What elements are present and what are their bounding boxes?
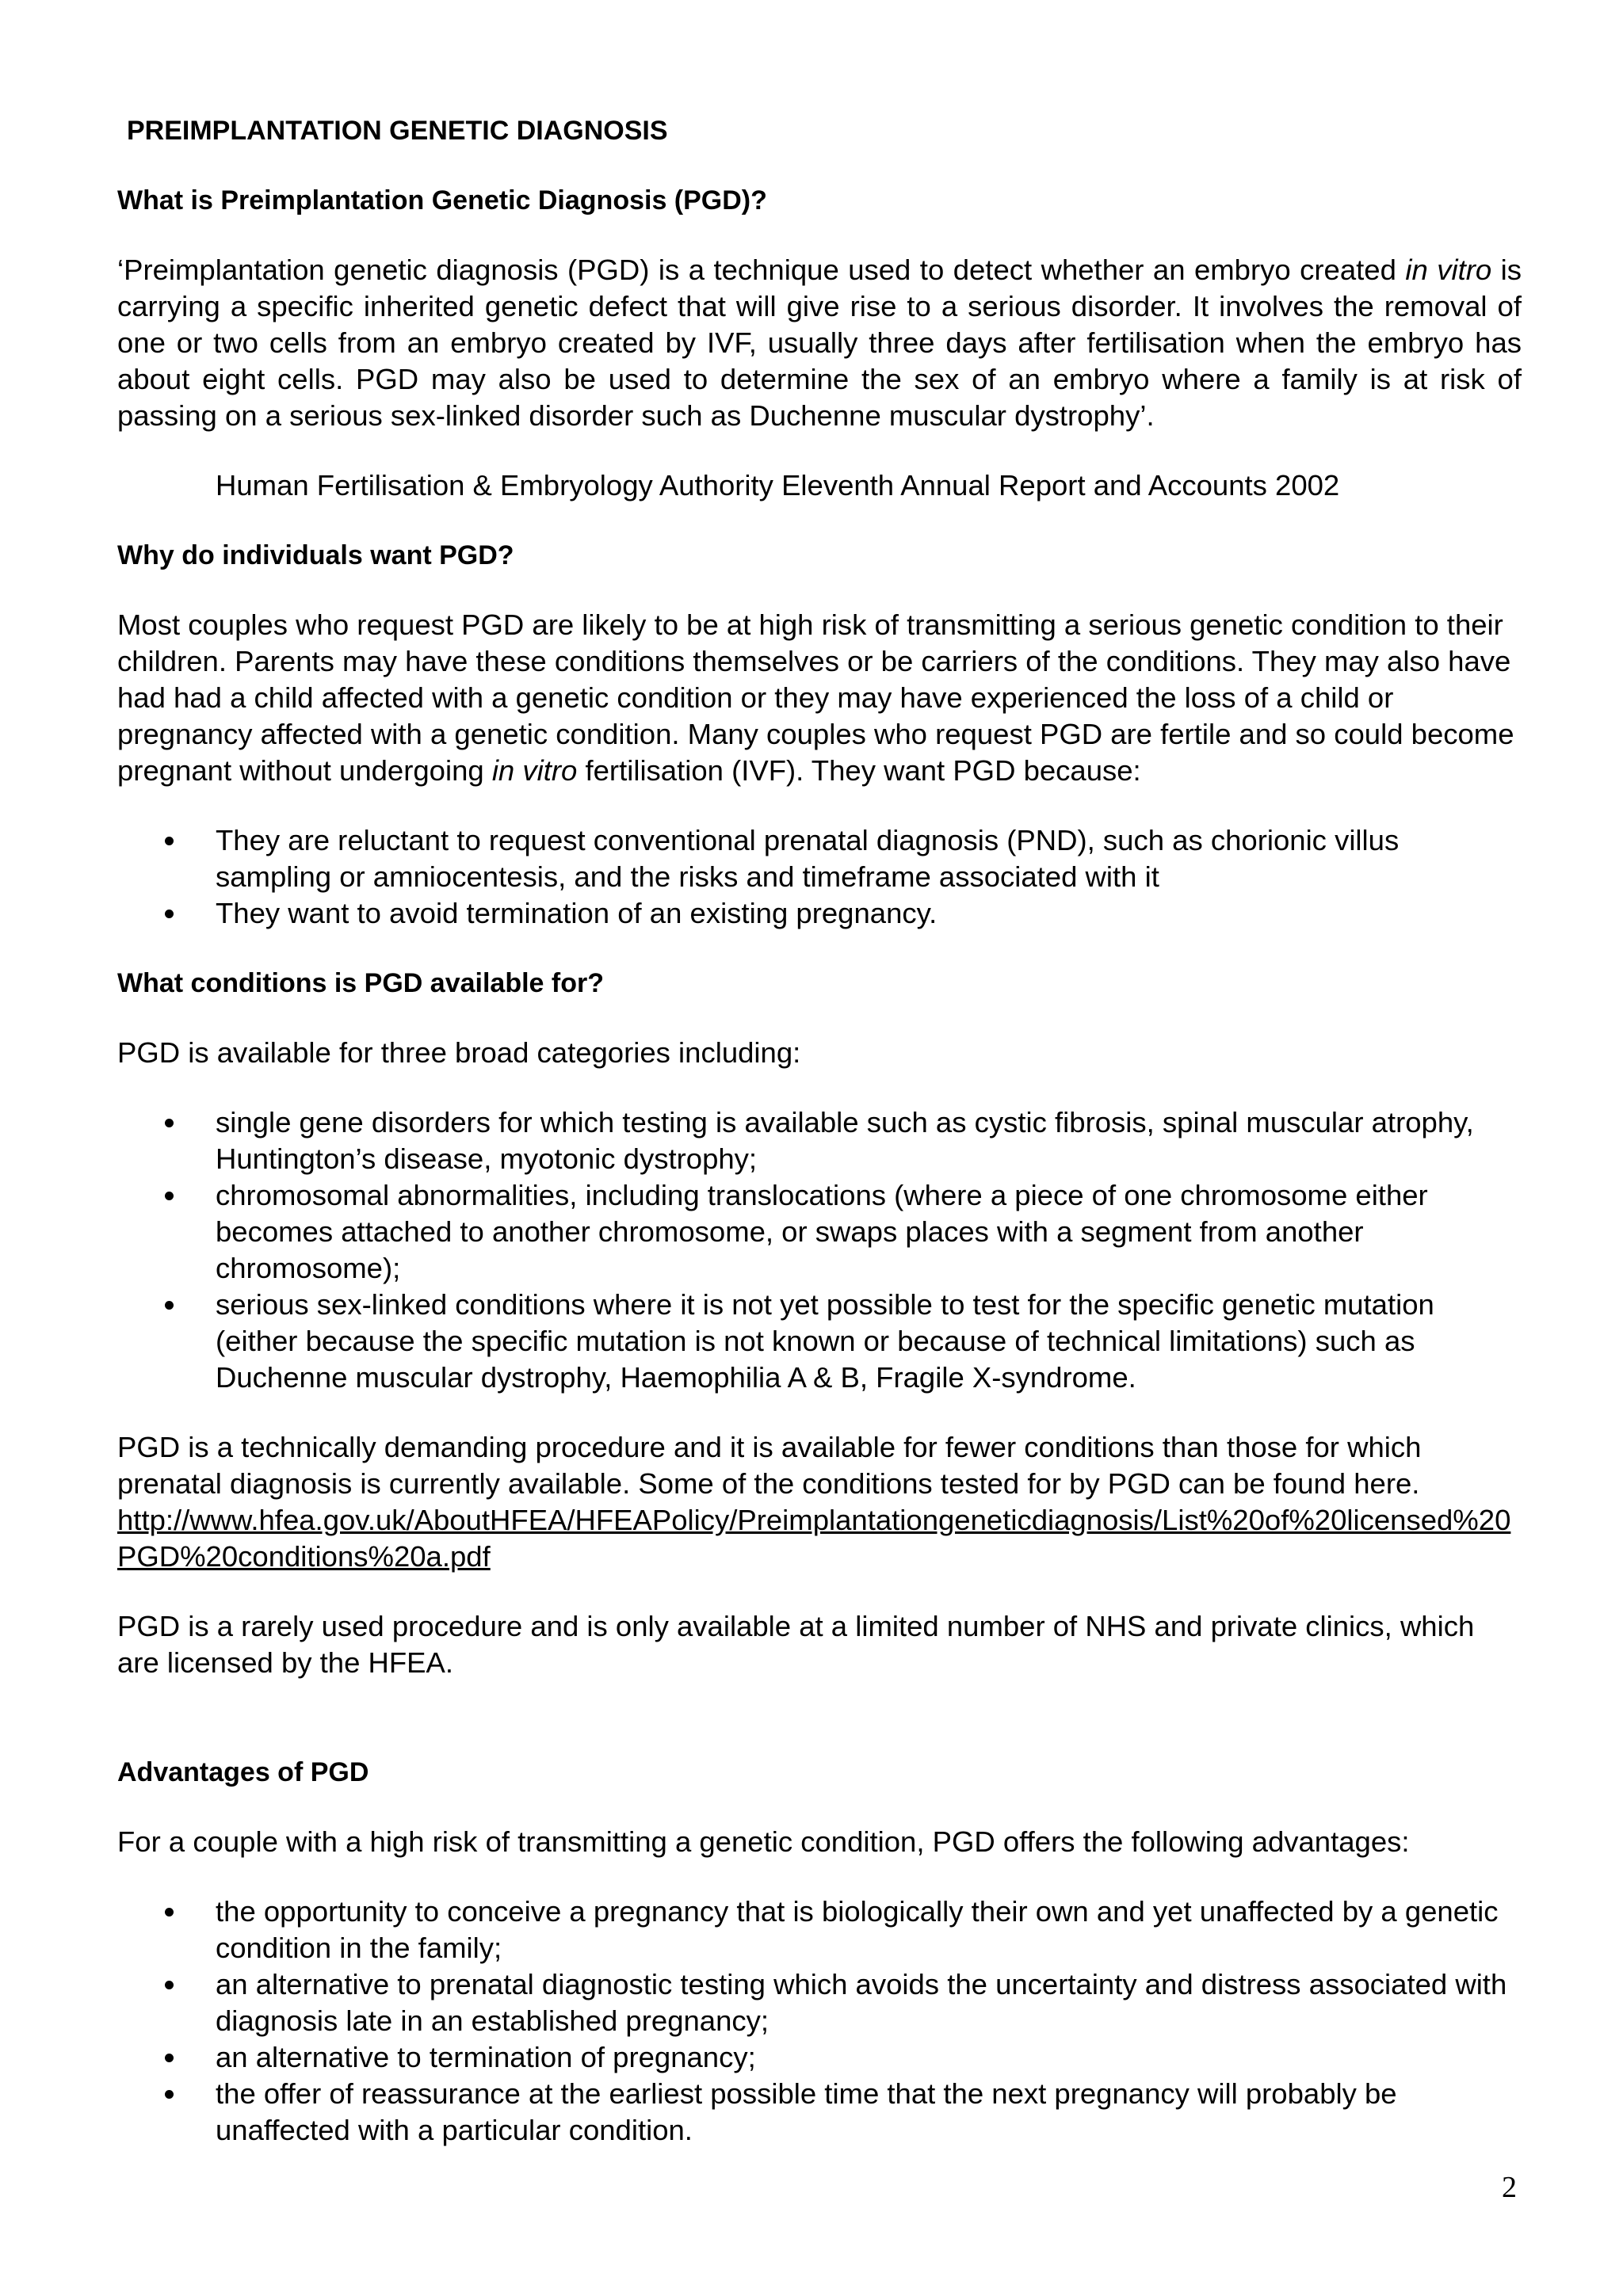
list-item-text: the opportunity to conceive a pregnancy that is biologically their own and yet unaffected by a genetic condition in the family; bbox=[216, 1895, 1499, 1964]
conditions-bullet-list bbox=[117, 1104, 1522, 1396]
heading-advantages: Advantages of PGD bbox=[117, 1757, 369, 1787]
section-spacer bbox=[117, 1681, 1522, 1721]
advantages-intro: For a couple with a high risk of transmitting a genetic condition, PGD offers the following advantages: bbox=[117, 1825, 1410, 1858]
list-item-text: an alternative to prenatal diagnostic testing which avoids the uncertainty and distress associated with diagnosis late in an established pregnancy; bbox=[216, 1968, 1507, 2037]
list-item-text: They want to avoid termination of an existing pregnancy. bbox=[216, 897, 938, 929]
conditions-text: PGD is a technically demanding procedure and it is available for fewer conditions than those for which prenatal diagnosis is currently available. Some of the conditions tested for by PGD can be found here. bbox=[117, 1431, 1422, 1500]
bullet-icon bbox=[165, 1119, 174, 1127]
bullet-icon bbox=[165, 1908, 174, 1917]
list-item-text: serious sex-linked conditions where it is not yet possible to test for the specific genetic mutation (either because the specific mutation is not known or because of technical limitations) such as Duchenne muscular dystrophy, Haemophilia A & B, Fragile X-syndrome. bbox=[216, 1288, 1434, 1394]
why-text-1: Most couples who request PGD are likely to be at high risk of transmitting a serious genetic condition to their children. Parents may have these conditions themselves or be carriers of the conditions. They may also have had had a child affected with a genetic condition or they may have experienced the loss of a child or pregnancy affected with a genetic condition. Many couples who request PGD are fertile and so could become pregnant without undergoing bbox=[117, 608, 1514, 787]
list-item-text: an alternative to termination of pregnancy; bbox=[216, 2041, 756, 2073]
availability-paragraph: PGD is a rarely used procedure and is only available at a limited number of NHS and private clinics, which are licensed by the HFEA. bbox=[117, 1610, 1475, 1679]
list-item bbox=[117, 822, 1522, 895]
document-title: PREIMPLANTATION GENETIC DIAGNOSIS bbox=[127, 116, 668, 146]
list-item-text: They are reluctant to request conventional prenatal diagnosis (PND), such as chorionic villus sampling or amniocentesis, and the risks and timeframe associated with it bbox=[216, 824, 1400, 893]
page-number: 2 bbox=[1502, 2171, 1517, 2204]
heading-why-pgd: Why do individuals want PGD? bbox=[117, 540, 514, 570]
list-item bbox=[117, 1104, 1522, 1177]
quote-text-2: is carrying a specific inherited genetic defect that will give rise to a serious disorder. It involves the removal of one or two cells from an embryo created by IVF, usually three days after fertilisation when the embryo has about eight cells. PGD may also be used to determine the sex of an embryo where a family is at risk of passing on a serious sex-linked disorder such as Duchenne muscular dystrophy’. bbox=[117, 254, 1522, 432]
bullet-icon bbox=[165, 2054, 174, 2062]
bullet-icon bbox=[165, 837, 174, 845]
bullet-icon bbox=[165, 1192, 174, 1200]
list-item-text: the offer of reassurance at the earliest possible time that the next pregnancy will probably be unaffected with a particular condition. bbox=[216, 2077, 1397, 2146]
list-item bbox=[117, 2039, 1522, 2076]
list-item bbox=[117, 2076, 1522, 2149]
heading-what-is-pgd: What is Preimplantation Genetic Diagnosis (PGD)? bbox=[117, 185, 767, 215]
list-item bbox=[117, 895, 1522, 932]
quote-citation: Human Fertilisation & Embryology Authority Eleventh Annual Report and Accounts 2002 bbox=[216, 469, 1340, 502]
list-item-text: single gene disorders for which testing is available such as cystic fibrosis, spinal muscular atrophy, Huntington’s disease, myotonic dystrophy; bbox=[216, 1106, 1474, 1175]
document-body bbox=[117, 113, 1522, 2149]
bullet-icon bbox=[165, 910, 174, 918]
list-item bbox=[117, 1177, 1522, 1287]
advantages-bullet-list bbox=[117, 1894, 1522, 2149]
list-item bbox=[117, 1894, 1522, 1966]
why-text-2: fertilisation (IVF). They want PGD because: bbox=[577, 754, 1141, 787]
quote-italic: in vitro bbox=[1405, 254, 1492, 286]
conditions-paragraph bbox=[117, 1429, 1522, 1575]
list-item bbox=[117, 1966, 1522, 2039]
bullet-icon bbox=[165, 2090, 174, 2099]
why-paragraph bbox=[117, 607, 1522, 789]
list-item-text: chromosomal abnormalities, including translocations (where a piece of one chromosome either becomes attached to another chromosome, or swaps places with a segment from another chromosome); bbox=[216, 1179, 1428, 1284]
why-bullet-list bbox=[117, 822, 1522, 932]
quote-text-1: ‘Preimplantation genetic diagnosis (PGD) is a technique used to detect whether an embryo created bbox=[117, 254, 1406, 286]
bullet-icon bbox=[165, 1301, 174, 1310]
list-item bbox=[117, 1287, 1522, 1396]
definition-quote bbox=[117, 252, 1522, 434]
bullet-icon bbox=[165, 1981, 174, 1989]
conditions-intro: PGD is available for three broad categories including: bbox=[117, 1036, 801, 1069]
heading-conditions: What conditions is PGD available for? bbox=[117, 968, 604, 998]
hfea-conditions-link[interactable]: http://www.hfea.gov.uk/AboutHFEA/HFEAPolicy/Preimplantationgeneticdiagnosis/List%20of%20licensed%20PGD%20conditions%20a.pdf bbox=[117, 1504, 1511, 1573]
why-italic: in vitro bbox=[491, 754, 578, 787]
